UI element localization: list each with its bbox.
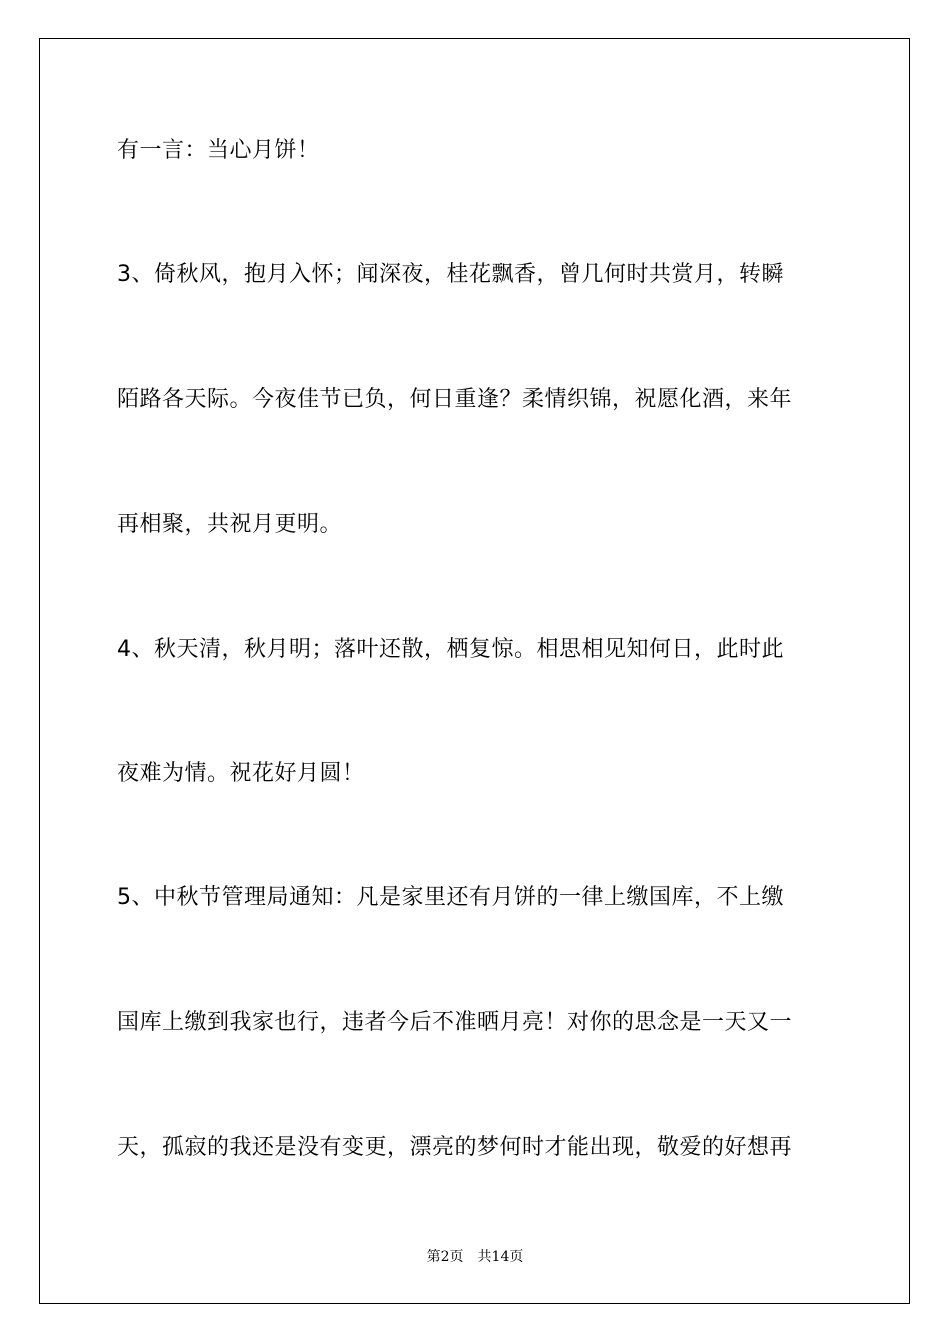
text-line-7: 5、中秋节管理局通知：凡是家里还有月饼的一律上缴国库，不上缴 <box>117 885 784 910</box>
page-footer <box>0 1247 950 1267</box>
page-number: 第2页 <box>426 1249 464 1265</box>
text-line-3: 陌路各天际。今夜佳节已负，何日重逢？柔情织锦，祝愿化酒，来年 <box>117 387 793 412</box>
text-line-1: 有一言：当心月饼！ <box>117 138 320 163</box>
text-line-6: 夜难为情。祝花好月圆！ <box>117 761 365 786</box>
text-line-5: 4、秋天清，秋月明；落叶还散，栖复惊。相思相见知何日，此时此 <box>117 637 784 662</box>
text-line-2: 3、倚秋风，抱月入怀；闻深夜，桂花飘香，曾几何时共赏月，转瞬 <box>117 262 784 287</box>
page-total: 共14页 <box>477 1249 524 1265</box>
text-line-8: 国库上缴到我家也行，违者今后不准晒月亮！对你的思念是一天又一 <box>117 1010 793 1035</box>
text-line-9: 天，孤寂的我还是没有变更，漂亮的梦何时才能出现，敬爱的好想再 <box>117 1135 793 1160</box>
text-line-4: 再相聚，共祝月更明。 <box>117 512 343 537</box>
page-frame <box>39 38 910 1304</box>
